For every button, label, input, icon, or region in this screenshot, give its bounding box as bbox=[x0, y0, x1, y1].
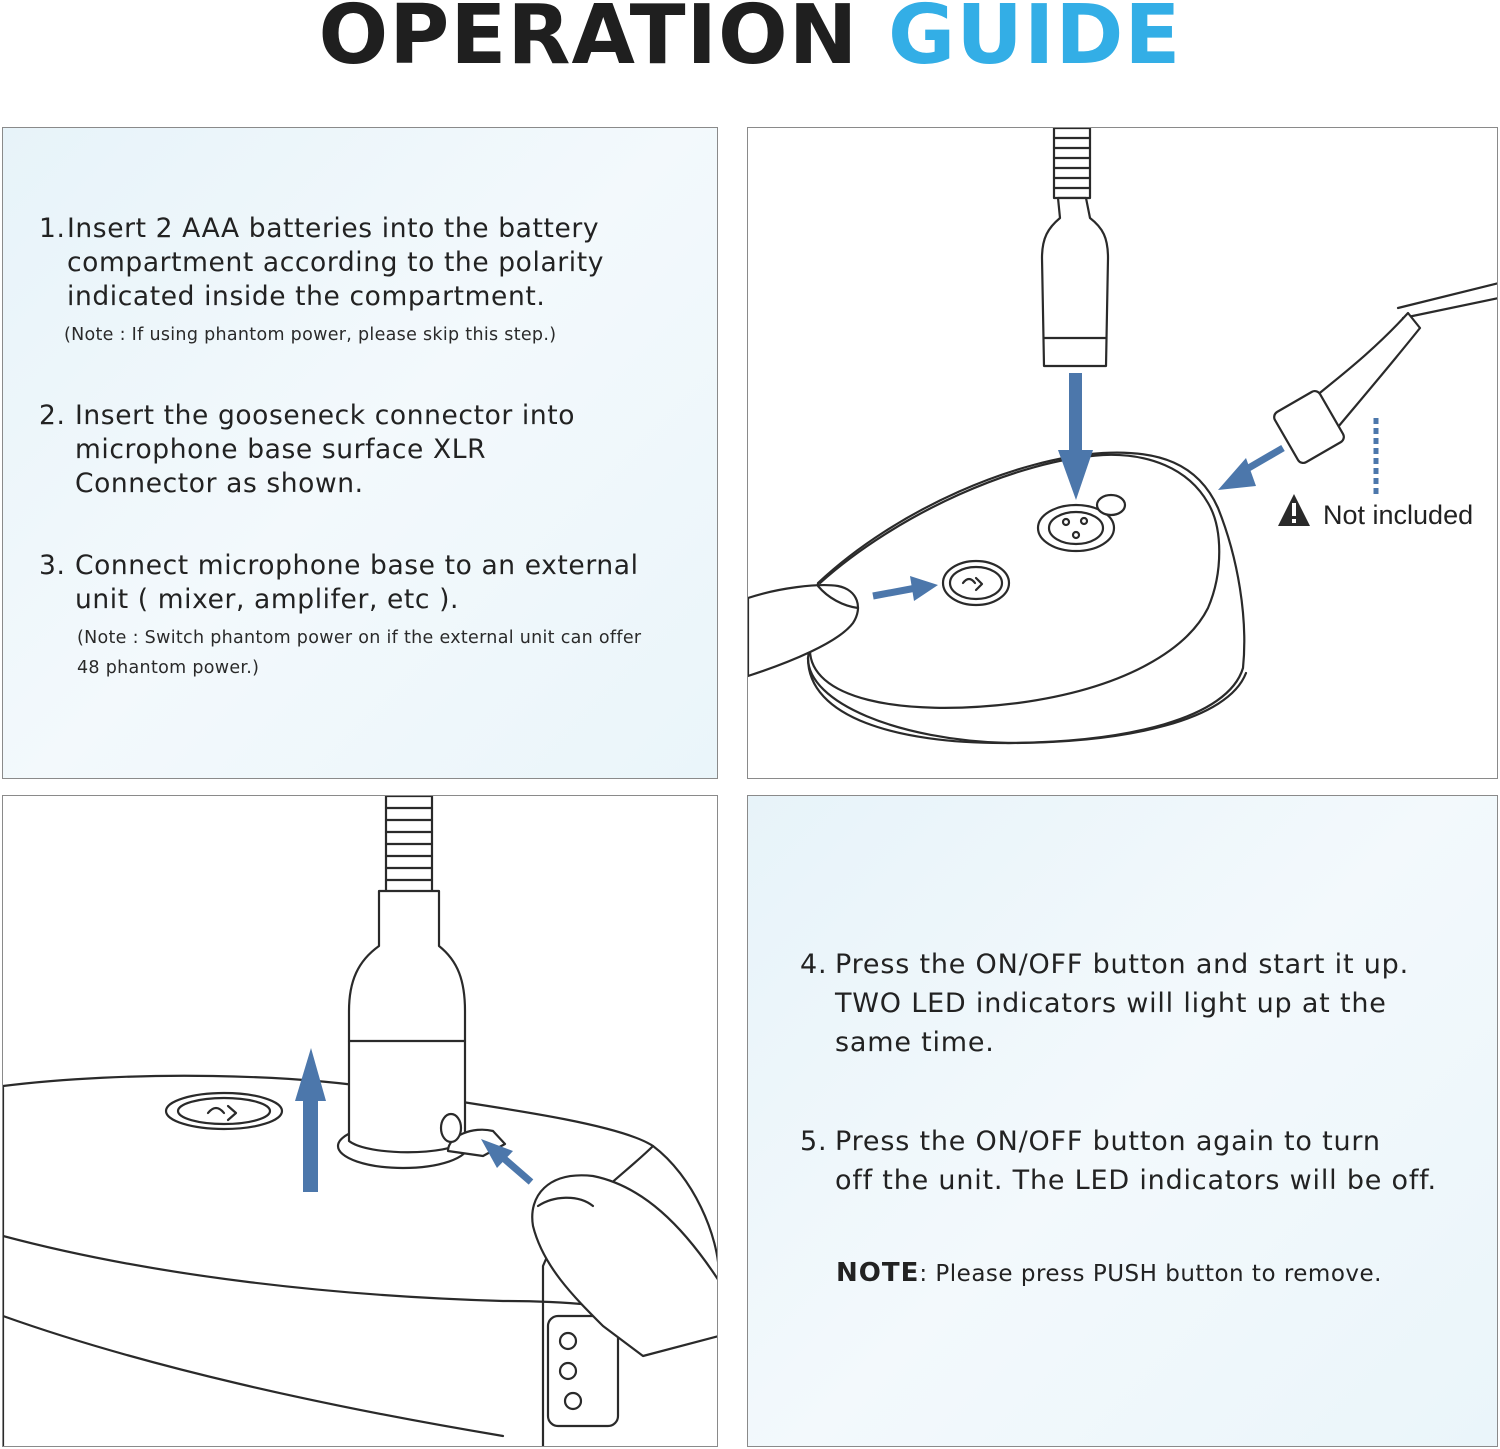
step-4-line: TWO LED indicators will light up at the bbox=[835, 988, 1387, 1019]
finger bbox=[748, 585, 858, 676]
not-included-label: Not included bbox=[1323, 500, 1474, 530]
note-text: : Please press PUSH button to remove. bbox=[919, 1261, 1382, 1287]
step-3-note-line: 48 phantom power.) bbox=[77, 658, 260, 678]
base-top-view-drawing bbox=[748, 128, 1498, 779]
left-arrow bbox=[1218, 458, 1256, 490]
title-word-operation: OPERATION bbox=[318, 0, 859, 83]
steps-1-3-panel bbox=[2, 127, 718, 779]
note-label: NOTE bbox=[836, 1258, 920, 1288]
base-top-edge bbox=[810, 455, 1219, 708]
step-4-number: 4. bbox=[800, 949, 828, 980]
step-2-line: Insert the gooseneck connector into bbox=[75, 400, 576, 431]
step-1-note: (Note : If using phantom power, please skip this step.) bbox=[64, 325, 557, 345]
step-5-line: Press the ON/OFF button again to turn bbox=[835, 1126, 1381, 1157]
remove-connector-illustration bbox=[2, 795, 718, 1447]
step-3-line: Connect microphone base to an external bbox=[75, 550, 639, 581]
step-3-line: unit ( mixer, amplifer, etc ). bbox=[75, 584, 460, 615]
up-arrow bbox=[295, 1048, 326, 1101]
connect-gooseneck-illustration bbox=[747, 127, 1498, 779]
step-1-line: Insert 2 AAA batteries into the battery bbox=[67, 213, 600, 244]
step-3-note bbox=[77, 623, 707, 683]
steps-4-5-panel bbox=[747, 795, 1498, 1447]
step-2-number: 2. bbox=[39, 400, 66, 431]
gooseneck-connector bbox=[1042, 198, 1108, 366]
step-3-number: 3. bbox=[39, 550, 66, 581]
base-close-up-drawing bbox=[3, 796, 718, 1447]
title-word-guide: GUIDE bbox=[887, 0, 1182, 83]
step-5-number: 5. bbox=[800, 1126, 828, 1157]
gooseneck-connector bbox=[349, 891, 465, 1152]
step-4-line: Press the ON/OFF button and start it up. bbox=[835, 949, 1409, 980]
push-tab bbox=[1097, 495, 1125, 515]
step-2-line: microphone base surface XLR bbox=[75, 434, 487, 465]
side-xlr-port bbox=[548, 1316, 618, 1426]
step-1-number: 1. bbox=[39, 213, 66, 244]
step-1-line: indicated inside the compartment. bbox=[67, 281, 546, 312]
step-1-line: compartment according to the polarity bbox=[67, 247, 605, 278]
step-4-line: same time. bbox=[835, 1027, 995, 1058]
down-arrow bbox=[1058, 450, 1093, 500]
page-title bbox=[0, 0, 1500, 83]
step-2-line: Connector as shown. bbox=[75, 468, 364, 499]
push-button-note bbox=[836, 1258, 1382, 1288]
right-arrow bbox=[910, 576, 938, 601]
step-3-note-line: (Note : Switch phantom power on if the external unit can offer bbox=[77, 628, 642, 648]
xlr-cable bbox=[1398, 283, 1498, 318]
step-5-line: off the unit. The LED indicators will be off. bbox=[835, 1165, 1437, 1196]
